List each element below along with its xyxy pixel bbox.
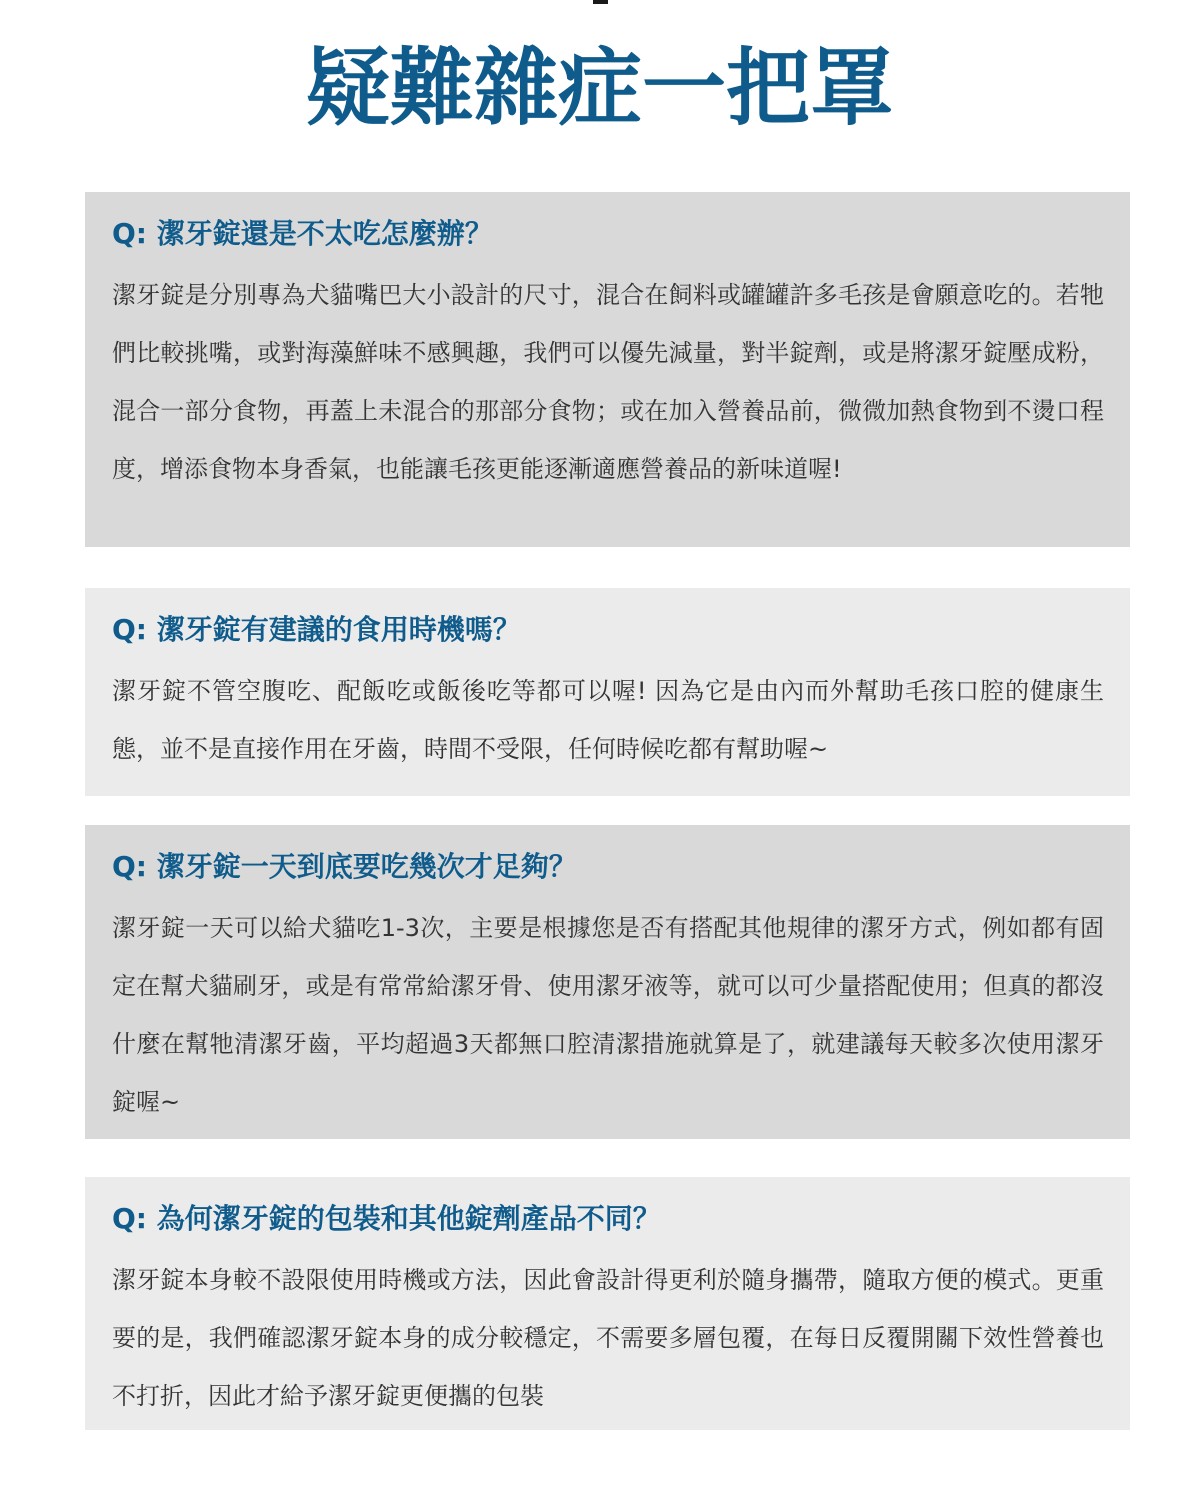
page-title: 疑難雜症一把罩 <box>305 39 894 137</box>
faq-answer: 潔牙錠不管空腹吃、配飯吃或飯後吃等都可以喔! 因為它是由內而外幫助毛孩口腔的健康生態，並不是直接作用在牙齒，時間不受限，任何時候吃都有幫助喔~ <box>112 677 1104 763</box>
faq-answer: 潔牙錠本身較不設限使用時機或方法，因此會設計得更利於隨身攜帶，隨取方便的模式。更重要的是，我們確認潔牙錠本身的成分較穩定，不需要多層包覆，在每日反覆開關下效性營養也不打折，因此才給予潔牙錠更便攜的包裝 <box>112 1266 1104 1410</box>
faq-card-1 <box>85 192 1130 547</box>
faq-card-3 <box>85 825 1130 1139</box>
top-divider-mark <box>593 0 608 4</box>
faq-card-4 <box>85 1177 1130 1430</box>
faq-question: Q: 潔牙錠還是不太吃怎麼辦？ <box>112 217 493 250</box>
faq-question: Q: 潔牙錠有建議的食用時機嗎？ <box>112 613 521 646</box>
faq-answer: 潔牙錠是分別專為犬貓嘴巴大小設計的尺寸，混合在飼料或罐罐許多毛孩是會願意吃的。若牠們比較挑嘴，或對海藻鮮味不感興趣，我們可以優先減量，對半錠劑，或是將潔牙錠壓成粉，混合一部分食物，再蓋上未混合的那部分食物；或在加入營養品前，微微加熱食物到不燙口程度，增添食物本身香氣，也能讓毛孩更能逐漸適應營養品的新味道喔! <box>112 281 1104 483</box>
faq-question: Q: 潔牙錠一天到底要吃幾次才足夠？ <box>112 850 577 883</box>
faq-answer: 潔牙錠一天可以給犬貓吃1-3次，主要是根據您是否有搭配其他規律的潔牙方式，例如都有固定在幫犬貓刷牙，或是有常常給潔牙骨、使用潔牙液等，就可以可少量搭配使用；但真的都沒什麼在幫牠清潔牙齒，平均超過3天都無口腔清潔措施就算是了，就建議每天較多次使用潔牙錠喔~ <box>112 914 1104 1116</box>
faq-card-2 <box>85 588 1130 796</box>
faq-question: Q: 為何潔牙錠的包裝和其他錠劑產品不同？ <box>112 1202 661 1235</box>
